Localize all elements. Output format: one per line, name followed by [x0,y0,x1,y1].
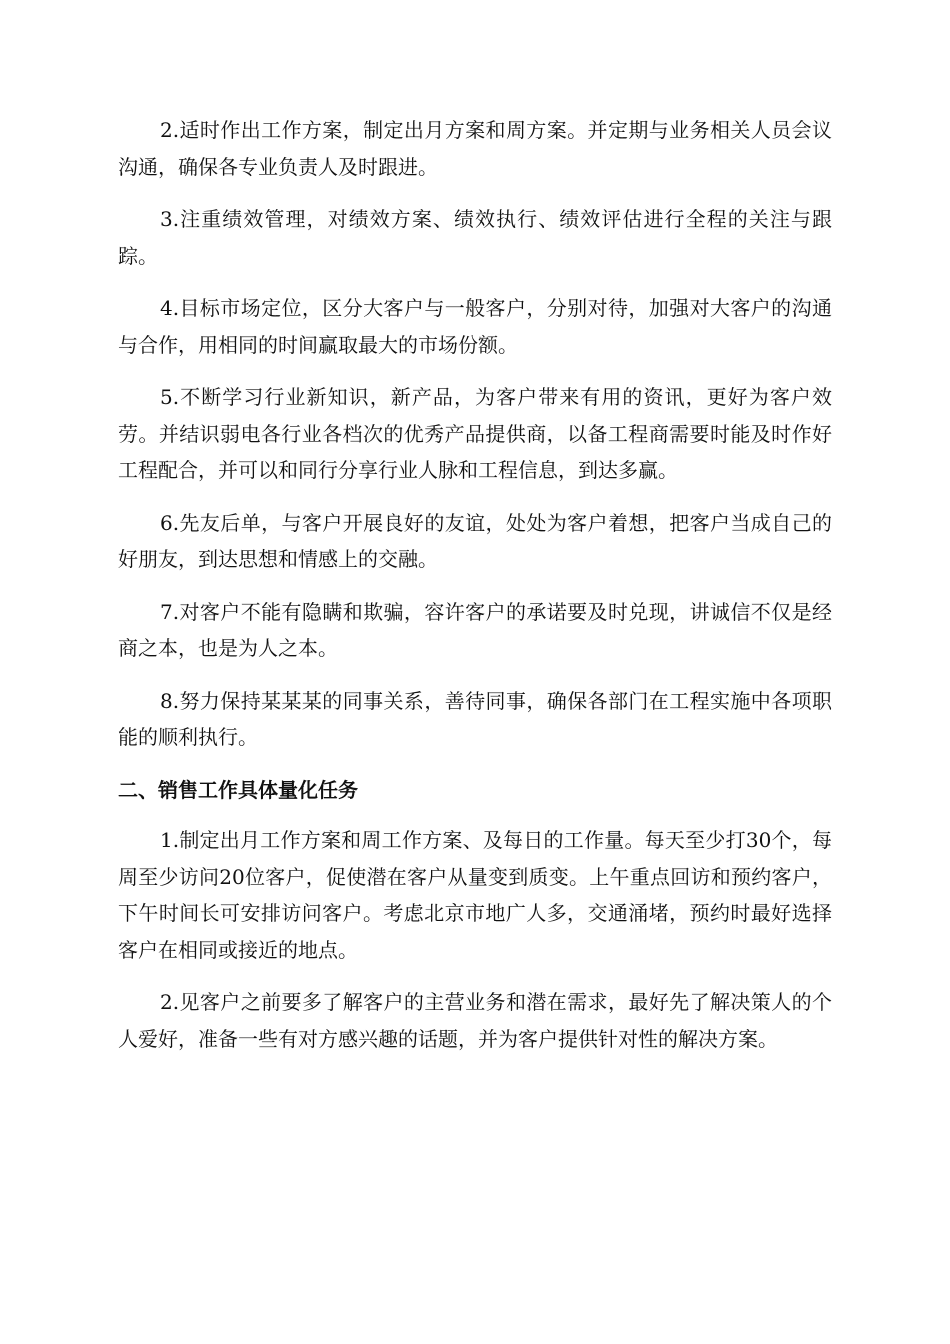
task-paragraph-1: 1.制定出月工作方案和周工作方案、及每日的工作量。每天至少打30个，每周至少访问20位客户，促使潜在客户从量变到质变。上午重点回访和预约客户，下午时间长可安排访问客户。考虑北京市地广人多，交通涌堵，预约时最好选择客户在相同或接近的地点。 [118,828,832,962]
paragraph-item-8: 8.努力保持某某某的同事关系，善待同事，确保各部门在工程实施中各项职能的顺利执行。 [118,688,832,749]
paragraph-item-6: 6.先友后单，与客户开展良好的友谊，处处为客户着想，把客户当成自己的好朋友，到达思想和情感上的交融。 [118,510,832,571]
document-body [118,112,832,1073]
paragraph-item-5: 5.不断学习行业新知识，新产品，为客户带来有用的资讯，更好为客户效劳。并结识弱电各行业各档次的优秀产品提供商，以备工程商需要时能及时作好工程配合，并可以和同行分享行业人脉和工程信息，到达多赢。 [118,385,832,482]
section-heading: 二、销售工作具体量化任务 [118,777,358,802]
paragraph-item-4: 4.目标市场定位，区分大客户与一般客户，分别对待，加强对大客户的沟通与合作，用相同的时间赢取最大的市场份额。 [118,296,832,357]
task-paragraph-2: 2.见客户之前要多了解客户的主营业务和潜在需求，最好先了解决策人的个人爱好，准备一些有对方感兴趣的话题，并为客户提供针对性的解决方案。 [118,990,832,1051]
paragraph-item-7: 7.对客户不能有隐瞒和欺骗，容许客户的承诺要及时兑现，讲诚信不仅是经商之本，也是为人之本。 [118,599,832,660]
paragraph-item-2: 2.适时作出工作方案，制定出月方案和周方案。并定期与业务相关人员会议沟通，确保各专业负责人及时跟进。 [118,118,832,179]
paragraph-item-3: 3.注重绩效管理，对绩效方案、绩效执行、绩效评估进行全程的关注与跟踪。 [118,207,832,268]
